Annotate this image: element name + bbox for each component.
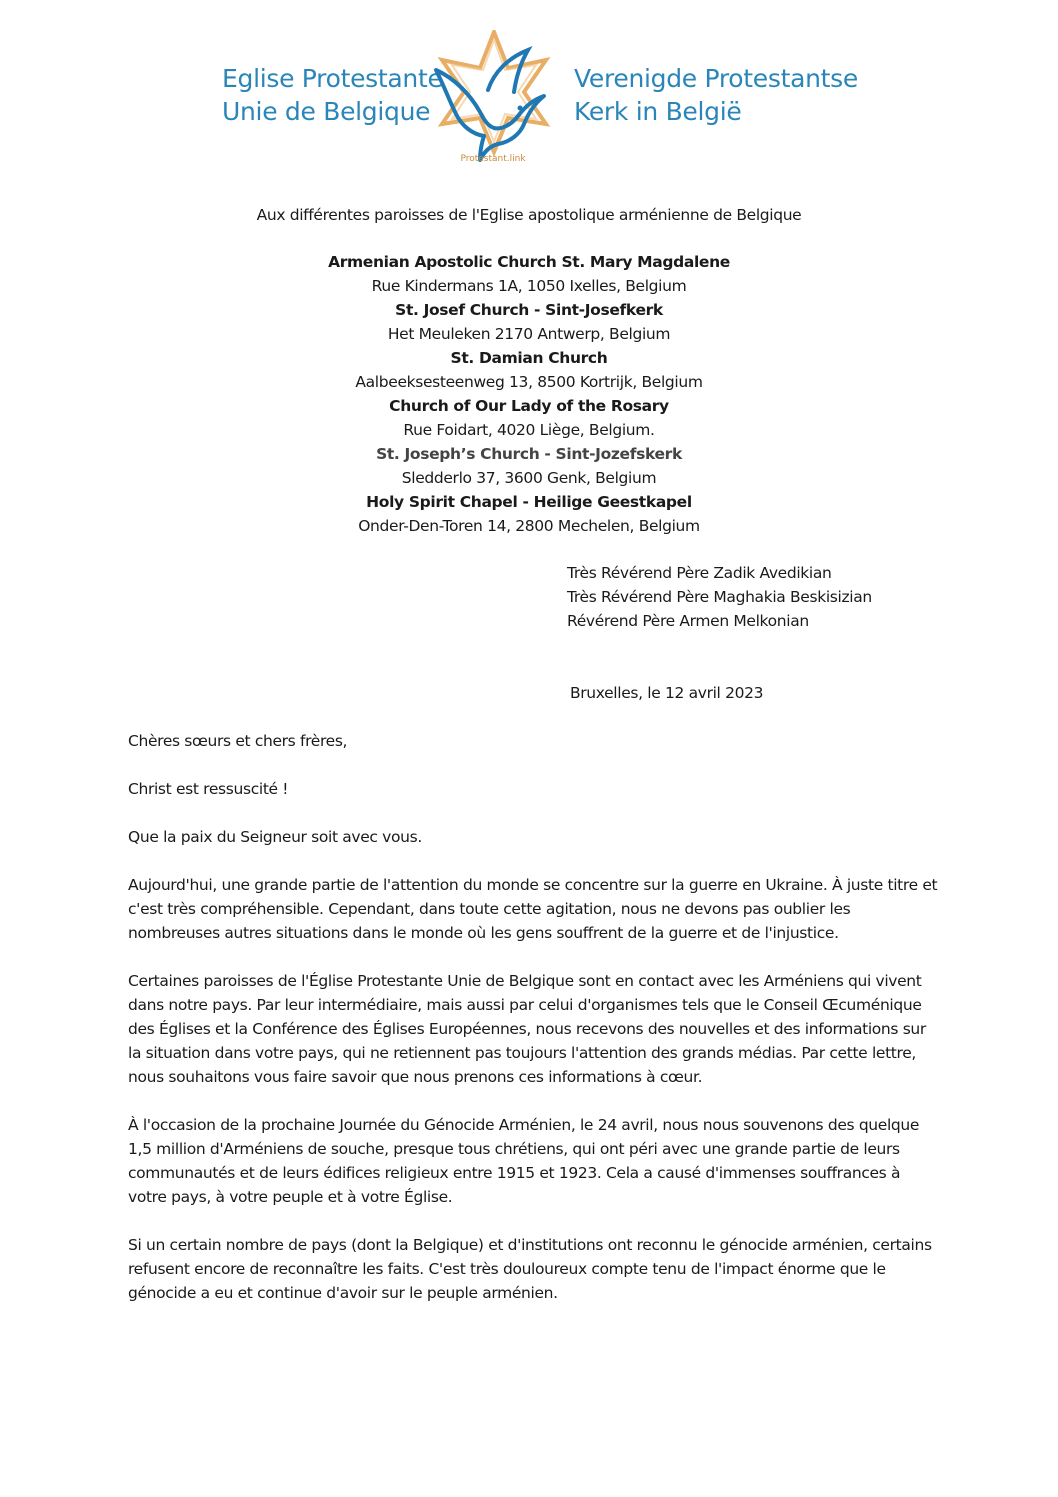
greeting: Christ est ressuscité ! [128, 780, 289, 798]
paragraph: À l'occasion de la prochaine Journée du Génocide Arménien, le 24 avril, nous nous souvenons des quelque 1,5 million d'Arméniens de souche, presque tous chrétiens, qui ont péri avec une grande partie de leurs communautés et de leurs édifices religieux entre 1915 et 1923. Cela a causé d'immenses souffrances à votre pays, à votre peuple et à votre Église. [128, 1116, 920, 1206]
church-address: Aalbeeksesteenweg 13, 8500 Kortrijk, Belgium [355, 373, 703, 391]
dateline: Bruxelles, le 12 avril 2023 [570, 684, 764, 702]
paragraph: Aujourd'hui, une grande partie de l'attention du monde se concentre sur la guerre en Ukraine. À juste titre et c'est très compréhensible. Cependant, dans toute cette agitation, nous ne devons pas oublier les nombreuses autres situations dans le monde où les gens souffrent de la guerre et de l'injustice. [128, 876, 938, 942]
brand-name-dutch [574, 62, 858, 128]
logo-caption: Protestant.link [460, 154, 526, 164]
church-name: Church of Our Lady of the Rosary [389, 397, 669, 415]
church-address: Het Meuleken 2170 Antwerp, Belgium [387, 325, 671, 343]
church-name: Armenian Apostolic Church St. Mary Magdalene [328, 253, 730, 271]
address-block [0, 250, 1058, 538]
church-address: Onder-Den-Toren 14, 2800 Mechelen, Belgium [358, 517, 700, 535]
church-address: Rue Foidart, 4020 Liège, Belgium. [403, 421, 655, 439]
dove-cross-logo-icon [428, 30, 560, 170]
brand-french-line-1: Eglise Protestante [222, 64, 443, 93]
brand-dutch-line-1: Verenigde Protestantse [574, 64, 858, 93]
church-name: St. Josef Church - Sint-Josefkerk [395, 301, 663, 319]
church-name: St. Damian Church [450, 349, 608, 367]
church-address: Rue Kindermans 1A, 1050 Ixelles, Belgium [371, 277, 687, 295]
paragraph: Si un certain nombre de pays (dont la Belgique) et d'institutions ont reconnu le génocide arménien, certains refusent encore de reconnaître les faits. C'est très douloureux compte tenu de l'impact énorme que le génocide a eu et continue d'avoir sur le peuple arménien. [128, 1236, 932, 1302]
salutation: Chères sœurs et chers frères, [128, 732, 348, 750]
brand-french-line-2: Unie de Belgique [222, 97, 431, 126]
recipient: Très Révérend Père Zadik Avedikian [567, 564, 832, 582]
brand-name-french [222, 62, 443, 128]
recipient-list [567, 561, 872, 633]
intro-line: Aux différentes paroisses de l'Eglise apostolique arménienne de Belgique [256, 206, 802, 224]
church-address: Sledderlo 37, 3600 Genk, Belgium [401, 469, 657, 487]
brand-dutch-line-2: Kerk in België [574, 97, 742, 126]
recipient: Très Révérend Père Maghakia Beskisizian [567, 588, 872, 606]
letterhead [0, 28, 1058, 178]
letter-body [128, 729, 940, 1329]
blessing: Que la paix du Seigneur soit avec vous. [128, 828, 422, 846]
church-name: St. Joseph’s Church - Sint-Jozefskerk [376, 445, 682, 463]
church-name: Holy Spirit Chapel - Heilige Geestkapel [366, 493, 692, 511]
paragraph: Certaines paroisses de l'Église Protestante Unie de Belgique sont en contact avec les Arméniens qui vivent dans notre pays. Par leur intermédiaire, mais aussi par celui d'organismes tels que le Conseil Œcuménique des Églises et la Conférence des Églises Européennes, nous recevons des nouvelles et des informations sur la situation dans votre pays, qui ne retiennent pas toujours l'attention des grands médias. Par cette lettre, nous souhaitons vous faire savoir que nous prenons ces informations à cœur. [128, 972, 926, 1086]
recipient: Révérend Père Armen Melkonian [567, 612, 809, 630]
